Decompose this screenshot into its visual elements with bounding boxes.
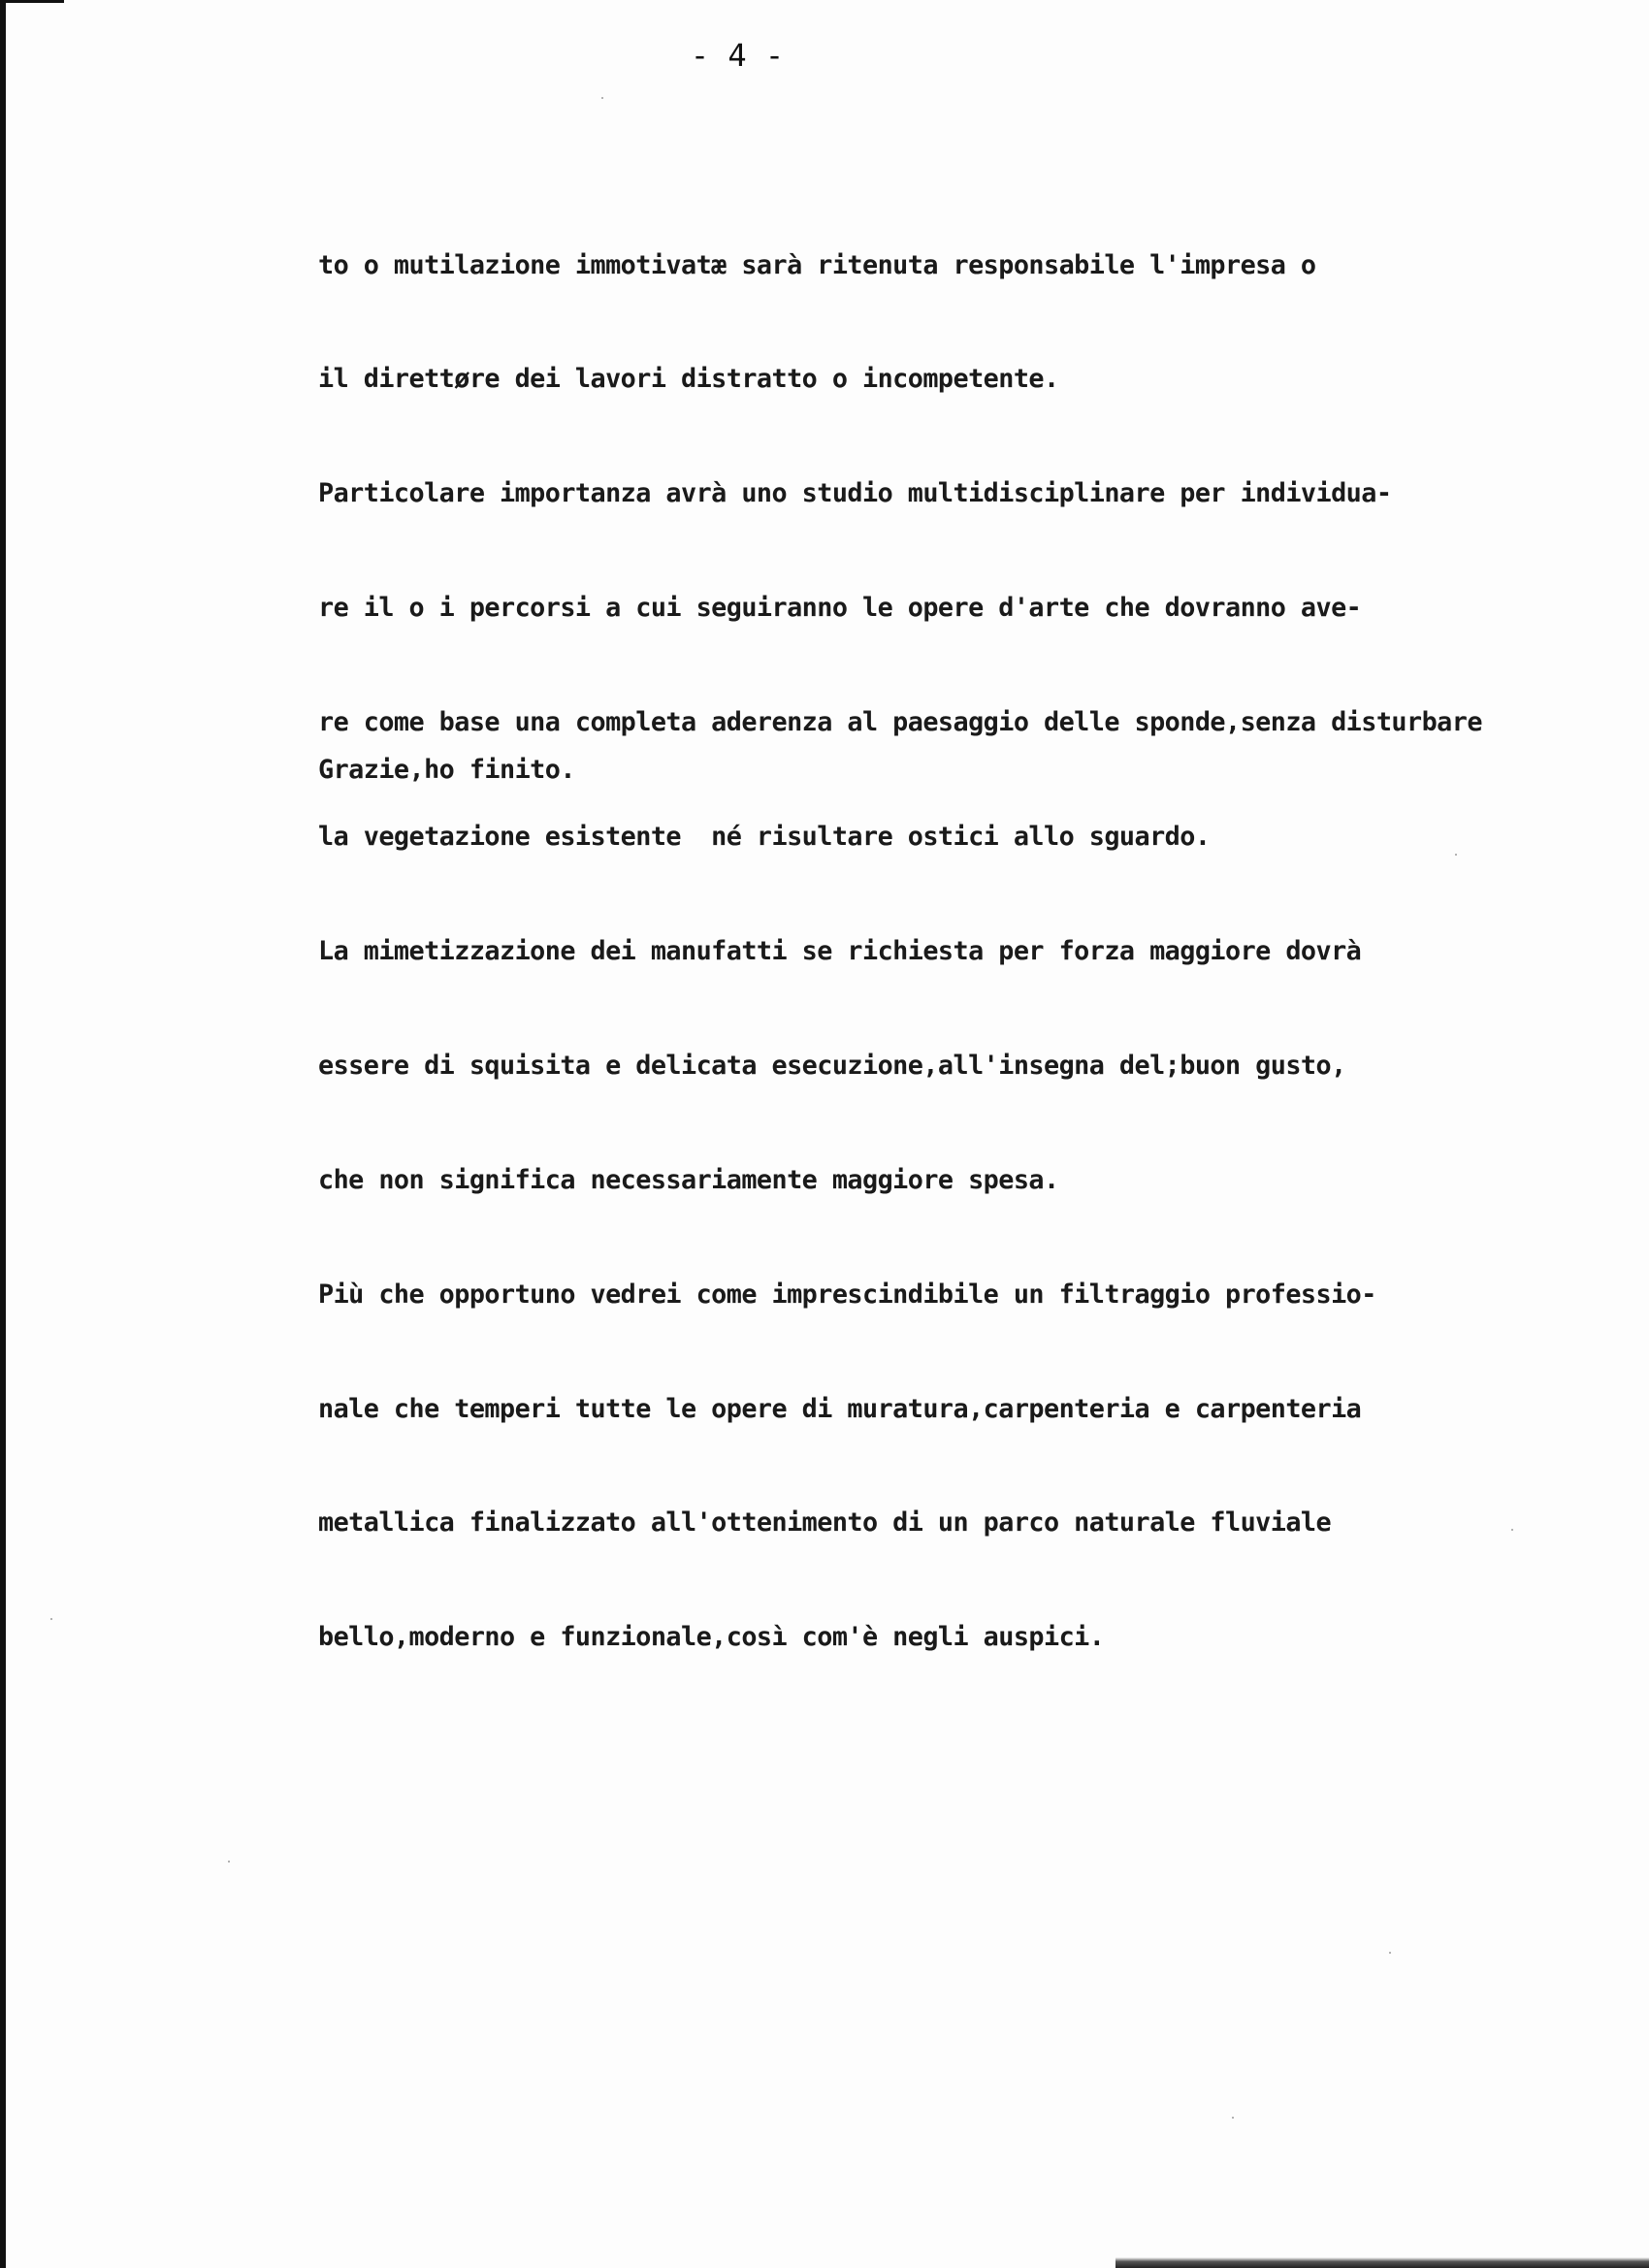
scan-speck <box>1232 2117 1234 2119</box>
scan-speck <box>601 97 603 99</box>
scan-speck <box>1389 1952 1391 1954</box>
text-line: to o mutilazione immotivatæ sarà ritenuta responsabile l'impresa o <box>318 249 1316 280</box>
text-line: Particolare importanza avrà uno studio multidisciplinare per individua- <box>318 478 1392 509</box>
scan-speck <box>1511 1529 1513 1531</box>
body-text <box>318 170 1482 1733</box>
scan-edge-bottom <box>1116 2257 1649 2268</box>
text-line: re come base una completa aderenza al paesaggio delle sponde,senza disturbare <box>318 707 1482 738</box>
scan-edge-top <box>0 0 64 3</box>
text-line: che non significa necessariamente maggiore spesa. <box>318 1164 1059 1195</box>
page-number: - 4 - <box>690 37 785 74</box>
text-line: re il o i percorsi a cui seguiranno le opere d'arte che dovranno ave- <box>318 593 1362 624</box>
text-line: metallica finalizzato all'ottenimento di un parco naturale fluviale <box>318 1507 1332 1539</box>
text-line: la vegetazione esistente né risultare ostici allo sguardo. <box>318 822 1211 853</box>
text-line: il direttøre dei lavori distratto o incompetente. <box>318 364 1059 395</box>
text-line: La mimetizzazione dei manufatti se richiesta per forza maggiore dovrà <box>318 935 1362 966</box>
scan-speck <box>228 1861 230 1863</box>
scan-speck <box>1455 854 1457 856</box>
closing-line: Grazie,ho finito. <box>318 755 575 785</box>
text-line: bello,moderno e funzionale,così com'è negli auspici. <box>318 1622 1105 1653</box>
text-line: nale che temperi tutte le opere di muratura,carpenteria e carpenteria <box>318 1393 1362 1424</box>
scan-speck <box>50 1618 52 1620</box>
text-line: essere di squisita e delicata esecuzione,all'insegna del;buon gusto, <box>318 1050 1346 1081</box>
text-line: Più che opportuno vedrei come imprescindibile un filtraggio professio- <box>318 1279 1376 1310</box>
scan-edge-left <box>0 0 6 2268</box>
